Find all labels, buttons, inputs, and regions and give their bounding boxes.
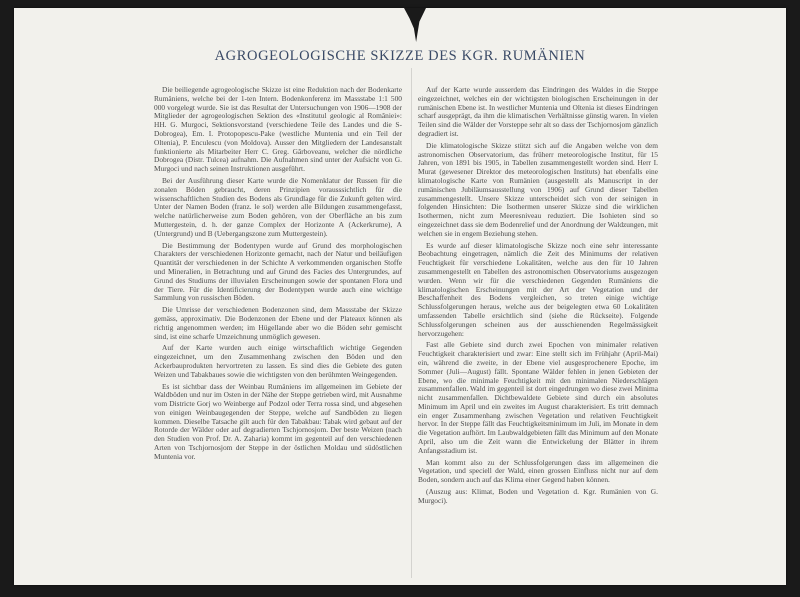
paragraph: Die beiliegende agrogeologische Skizze ist eine Reduktion nach der Bodenkarte Rumäniens, welche bei der 1-ten Intern. Bodenkonferenz im Massstabe 1:1 500 000 vorgelegt wurde. Sie ist das Resultat der Untersuchungen von 1906—1908 der Mitglieder der agrogeologischen Sektion des «Institutul geologic al României»: HH. G. Murgoci, Sektionsvorstand (verschiedene Teile des Landes und die S-Dobrogea), Em. I. Protopopescu-Pake (westliche Muntenia und ein Teil der Oltenia), P. Enculescu (von Moldova). Ausser den Mitgliedern der Landesanstalt funktionierte als Mitarbeiter Herr C. Greg. Gărboveanu, welcher die nördliche Dobrogea (Distr. Tulcea) aufnahm. Die Aufnahmen sind unter der Aufsicht von G. Murgoci und nach seinen Instruktionen ausgeführt. (154, 85, 402, 174)
paragraph: Auf der Karte wurden auch einige wirtschaftlich wichtige Gegenden eingezeichnet, um den Zusammenhang zwischen den Böden und den Ackerbauprodukten hervortreten zu lassen. Es sind dies die Gebiete des guten Weizen und Tabakbaues sowie die wichtigsten von den berühmten Weingegenden. (154, 343, 402, 379)
paragraph: Die Bestimmung der Bodentypen wurde auf Grund des morphologischen Charakters der verschiedenen Horizonte gemacht, nach der Natur und beiläufigen Quantität der verschiedenen in der Schichte A verkommenden organischen Stoffe und Mineralien, in Betrachtung und auf Grund des Facies des Untergrundes, auf Grund des Studiums der illuvialen Erscheinungen sowie der spontanen Flora und der Tiere. Für die Identificierung der Bodentypen wurde auch eine wichtige Sammlung von russischen Böden. (154, 240, 402, 303)
right-column (418, 86, 658, 509)
left-column (154, 86, 402, 465)
paragraph: Die Umrisse der verschiedenen Bodenzonen sind, dem Massstabe der Skizze gemäss, approximativ. Die Bodenzonen der Ebene und der Plateaux können als richtig angenommen werden; im Hügellande aber wo die Böden sehr gemischt sind, ist eine scharfe Umzeichnung unmöglich gewesen. (154, 305, 402, 341)
document-page (14, 8, 786, 585)
center-fold (411, 68, 412, 578)
paragraph: Es wurde auf dieser klimatologische Skizze noch eine sehr interessante Beobachtung eingetragen, nämlich die Zeit des Minimums der relativen Feuchtigkeit für verschiedene Lokalitäten, welche aus den für 10 Jahren zusammengestellt en Tabellen des astronomischen Observatoriums ausgezogen wurden. Wenn wir für die verschiedenen Gegenden Rumäniens die klimatologischen Erscheinungen mit der Art der Vegetation und der Beschaffenheit des Bodens vergleichen, so treten einige wichtige Schlussfolgerungen heraus, welche aus der beigelegten etwa 60 Lokalitäten umfassenden Tabelle ersichtlich sind (siehe die Rückseite). Folgende Schlussfolgerungen scheinen aus der ausschienenden Regelmässigkeit hervorzugehen: (418, 240, 658, 338)
paragraph: Bei der Ausführung dieser Karte wurde die Nomenklatur der Russen für die zonalen Böden gebraucht, deren Prinzipien vorausssichtlich für die wissenschaftlichen Studien des Bodens als Grundlage für die Zukunft gelten wird. Unter der Namen Boden (franz. le sol) werden alle Bildungen zusammengefasst, welche natürlicherweise zum Boden gehören, von der Oberfläche an bis zum Muttergestein, d. h. der ganze Complex der Horizonte A (Ackerkrume), A (Untergrund) und B (Uebergangszone zum Muttergestein). (154, 175, 402, 238)
torn-edge (404, 8, 426, 42)
page-title: AGROGEOLOGISCHE SKIZZE DES KGR. RUMÄNIEN (214, 48, 586, 64)
source-note: (Auszug aus: Klimat, Boden und Vegetation d. Kgr. Rumänien von G. Murgoci). (418, 487, 658, 505)
paragraph: Auf der Karte wurde ausserdem das Eindringen des Waldes in die Steppe eingezeichnet, welches ein der wichtigsten biologischen Erscheinungen in der rumänischen Ebene ist. In westlicher Muntenia und Oltenia ist dieses Eindringen scharf ausgeprägt, da ihm die klimatischen Verhältnisse günstig waren. In vielen Teilen sind die Wälder der Vorsteppe sehr alt so dass der Tschjornosjom gänzlich degradiert ist. (418, 85, 658, 138)
paragraph: Die klimatologische Skizze stützt sich auf die Angaben welche von dem astronomischen Observatorium, das früherr meteorologische Institut, für 15 Jahren, von 1891 bis 1905, in Tabellen zusammengestellt worden sind. Herr I. Murat (gewesener Direktor des meteorologischen Instituts) hat ebenfalls eine klimatologische Karte von Rumänien (ausgestellt als Manuscript in der rumänischen Jubiläumsausstellung von 1906) auf Grund dieser Tabellen zusammengestellt. Unsere Skizze unterscheidet sich von der seinigen in folgenden Hinsichten: Die Isothermen unserer Skizze sind die wirklichen Isothermen, nicht zum Meeresniveau reduziert. Die Isohieten sind so eingezeichnet dass sie dem Bodenrelief und der Anordnung der Waldzungen, mit welchen sie in engem Beziehung stehen. (418, 140, 658, 238)
paragraph: Fast alle Gebiete sind durch zwei Epochen von minimaler relativen Feuchtigkeit charakterisiert und zwar: Eine stellt sich im Frühjahr (April-Mai) ein, während die zweite, in der Ebene viel ausgesprochenere Epoche, im Sommer (Juli—August) fällt. Spontane Wälder fehlen in jenen Gebieten der Ebene, wo die minimale Feuchtigkeit mit den minimalen Niederschlägen zusammenfallen. Wald im gegenteil ist dort eingedrungen wo diese zwei Minima nicht zusammenfallen. Dichtbewaldete Gebiete sind durch ein absolutes Minimum im April und ein zweites im August charakterisiert. Es tritt demnach ein enger Zusammenhang zwischen Vegetation und relativen Feuchtigkeit hervor. In der Steppe fällt das Feuchtigkeitsminimum im Juli, im Monate in dem die Vegetation aufhört. Im Laubwaldgebieten fällt das Minimum auf den Monate April, also um die Zeit wann die Entwickelung der Blätter in ihrem Anfangsstadium ist. (418, 340, 658, 455)
paragraph: Man kommt also zu der Schlussfolgerungen dass im allgemeinen die Vegetation, und speciell der Wald, einen grossen Einfluss nicht nur auf dem Boden, sondern auch auf das Klima einer Gegend haben können. (418, 457, 658, 485)
paragraph: Es ist sichtbar dass der Weinbau Rumäniens im allgemeinen im Gebiete der Waldböden und nur im Osten in der Nähe der Steppe getrieben wird, mit Ausnahme vom Districte Gorj wo Weinberge auf Podzol oder Terra rossa sind, und abgesehen von einigen Weinbaugegenden der Steppe, welche auf Sandböden zu liegen kommen. Dieselbe Tatsache gilt auch für den Tabakbau: Tabak wird gebaut auf der Rotorde der Wälder oder auf degradierten Tschjornosjom. Der beste Weizen (nach den Studien von Prof. Dr. A. Zaharia) kommt im gegenteil auf den verschiedenen Arten von Tschjornosjom der Steppe in der östlichen Moldau und südöstlichen Muntenia vor. (154, 381, 402, 461)
